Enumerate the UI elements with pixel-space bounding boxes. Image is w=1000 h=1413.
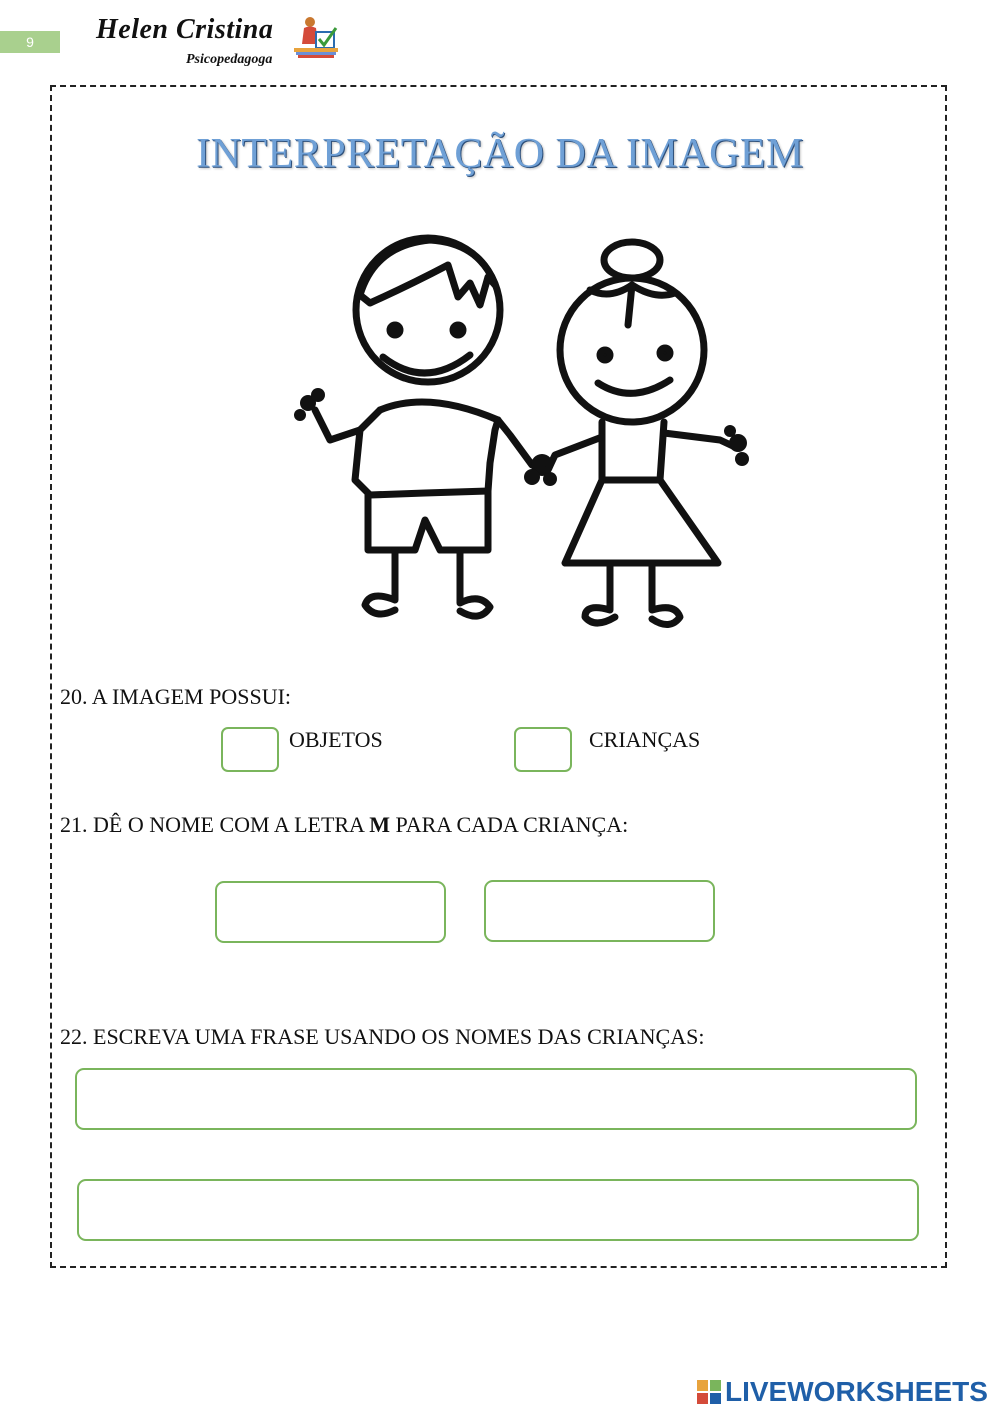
liveworksheets-logo xyxy=(697,1377,988,1407)
option-checkbox-objetos[interactable] xyxy=(221,727,279,772)
liveworksheets-squares-icon xyxy=(697,1380,721,1404)
question-20: 20. A IMAGEM POSSUI: xyxy=(60,684,292,709)
option-checkbox-criancas[interactable] xyxy=(514,727,572,772)
brand-subtitle: Psicopedagoga xyxy=(186,52,273,67)
brand-name: Helen Cristina xyxy=(96,14,274,45)
page-number-badge: 9 xyxy=(0,31,60,53)
answer-field-name-2[interactable] xyxy=(484,880,715,942)
question-21-letter: M xyxy=(369,812,391,837)
answer-field-name-1[interactable] xyxy=(215,881,446,943)
liveworksheets-wordmark: LIVEWORKSHEETS xyxy=(725,1376,988,1407)
brand-header xyxy=(96,14,356,74)
question-21-text-before: 21. DÊ O NOME COM A LETRA xyxy=(60,812,370,837)
question-21 xyxy=(60,812,628,838)
question-21-text-after: PARA CADA CRIANÇA: xyxy=(390,812,629,837)
option-label-objetos: OBJETOS xyxy=(289,727,383,752)
answer-field-sentence-2[interactable] xyxy=(77,1179,919,1241)
answer-field-sentence-1[interactable] xyxy=(75,1068,917,1130)
boy-and-girl-holding-hands-icon xyxy=(280,225,760,645)
option-label-criancas: CRIANÇAS xyxy=(589,727,701,752)
question-22: 22. ESCREVA UMA FRASE USANDO OS NOMES DAS CRIANÇAS: xyxy=(60,1024,705,1049)
teacher-checkmark-logo-icon xyxy=(292,14,342,60)
page-title: INTERPRETAÇÃO DA IMAGEM xyxy=(196,131,804,177)
